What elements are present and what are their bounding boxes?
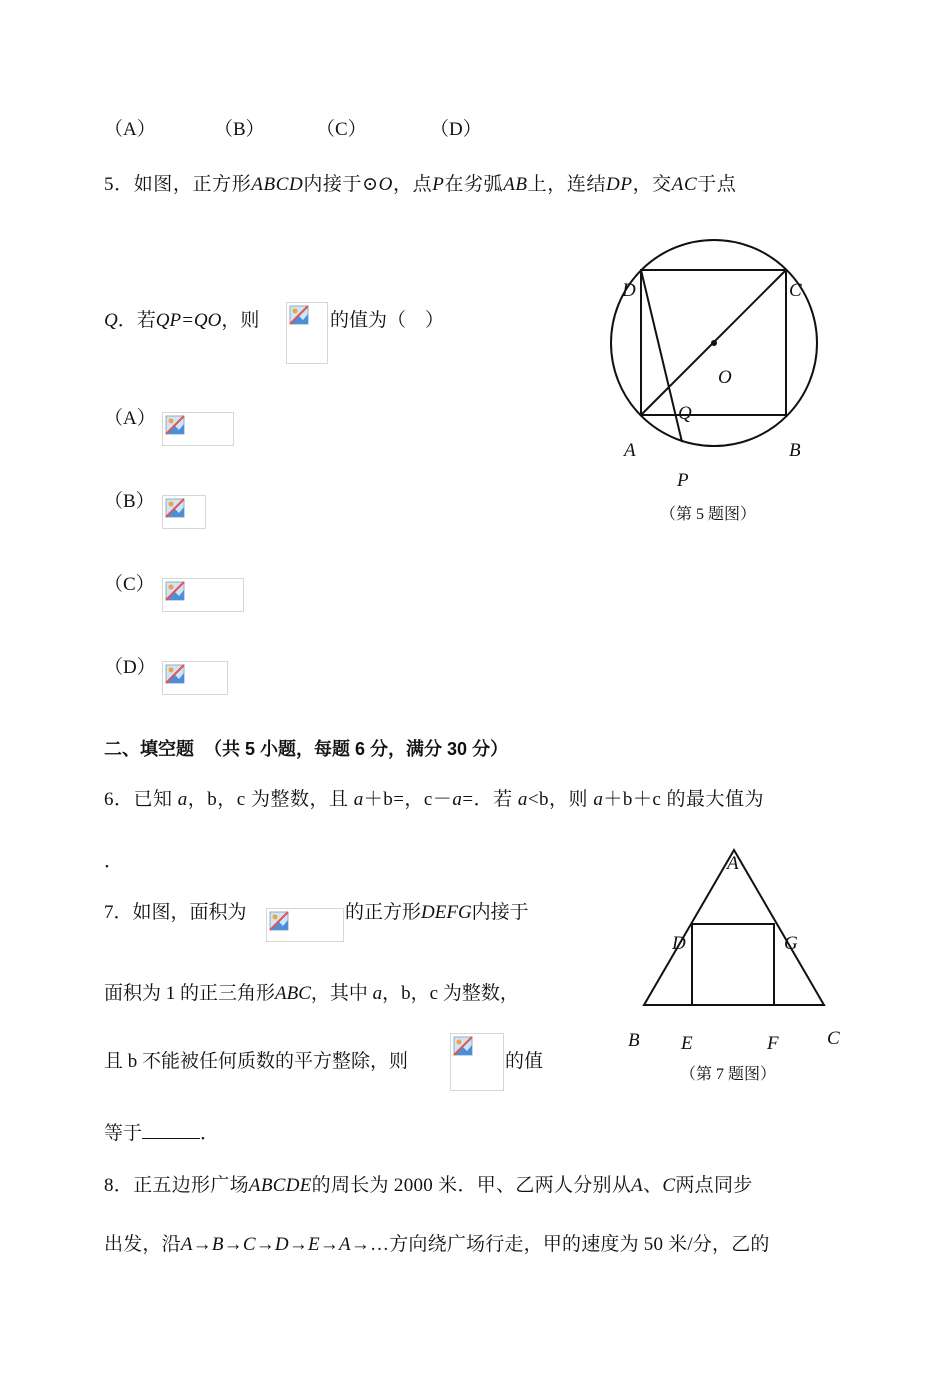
q6-line-2: ．: [104, 851, 124, 872]
fig7-label-g: G: [784, 933, 798, 954]
q5-line-1: 5．如图，正方形ABCD内接于⊙O，点P在劣弧AB上，连结DP，交AC于点: [104, 174, 737, 195]
q4-option-c: （C）: [316, 119, 367, 140]
q7-line-4: 等于 ．: [104, 1120, 219, 1146]
q5-figure: [600, 235, 830, 465]
q4-option-a: （A）: [104, 119, 156, 140]
q5-figure-caption: （第 5 题图）: [660, 506, 757, 523]
q8-line-1: 8．正五边形广场ABCDE的周长为 2000 米．甲、乙两人分别从A、C两点同步: [104, 1175, 753, 1196]
broken-image-icon: [450, 1033, 504, 1091]
q8-line-2: 出发，沿A→B→C→D→E→A→…方向绕广场行走，甲的速度为 50 米/分，乙的: [104, 1234, 770, 1255]
broken-image-icon: [162, 495, 206, 529]
fig5-label-p: P: [677, 470, 689, 491]
q4-options-row: [104, 118, 482, 142]
segment-dp: [641, 270, 682, 442]
q4-option-b: （B）: [214, 119, 265, 140]
fig5-label-c: C: [789, 280, 802, 301]
fig5-label-d: D: [622, 280, 636, 301]
fig7-label-b: B: [628, 1030, 640, 1051]
q7-line-2: 面积为 1 的正三角形ABC，其中 a，b，c 为整数，: [104, 983, 519, 1004]
q7-figure-caption: （第 7 题图）: [680, 1066, 777, 1083]
fig7-label-c: C: [827, 1028, 840, 1049]
q5-stem-end: 的值为（ ）: [330, 310, 445, 331]
q7-line-1b: 的正方形DEFG内接于: [345, 902, 529, 923]
q7-line-3b: 的值: [505, 1051, 544, 1072]
fig7-label-a: A: [727, 853, 739, 874]
broken-image-icon: [266, 908, 344, 942]
fig7-label-f: F: [767, 1033, 779, 1054]
answer-blank[interactable]: [142, 1120, 200, 1139]
center-point: [711, 340, 717, 346]
fig5-label-q: Q: [678, 403, 692, 424]
q5-line-2: Q．若QP=QO，则: [104, 310, 260, 331]
q5-option-c: （C）: [104, 574, 155, 595]
fig5-label-o: O: [718, 367, 732, 388]
q7-line-1a: 7．如图，面积为: [104, 902, 247, 923]
q7-line-3a: 且 b 不能被任何质数的平方整除，则: [104, 1051, 409, 1072]
section-2-heading: 二、填空题 （共 5 小题，每题 6 分，满分 30 分）: [104, 739, 509, 759]
q5-option-d: （D）: [104, 657, 156, 678]
q4-option-d: （D）: [430, 119, 482, 140]
fig5-label-b: B: [789, 440, 801, 461]
q5-option-b: （B）: [104, 491, 155, 512]
q5-option-a: （A）: [104, 408, 156, 429]
broken-image-icon: [286, 302, 328, 364]
fig7-label-d: D: [672, 933, 686, 954]
broken-image-icon: [162, 412, 234, 446]
broken-image-icon: [162, 578, 244, 612]
fig7-label-e: E: [681, 1033, 693, 1054]
q6-line-1: 6．已知 a，b，c 为整数，且 a＋b=，c－a=．若 a<b，则 a＋b＋c 的最大值为: [104, 789, 764, 810]
square-defg: [692, 924, 774, 1005]
fig5-label-a: A: [624, 440, 636, 461]
broken-image-icon: [162, 661, 228, 695]
